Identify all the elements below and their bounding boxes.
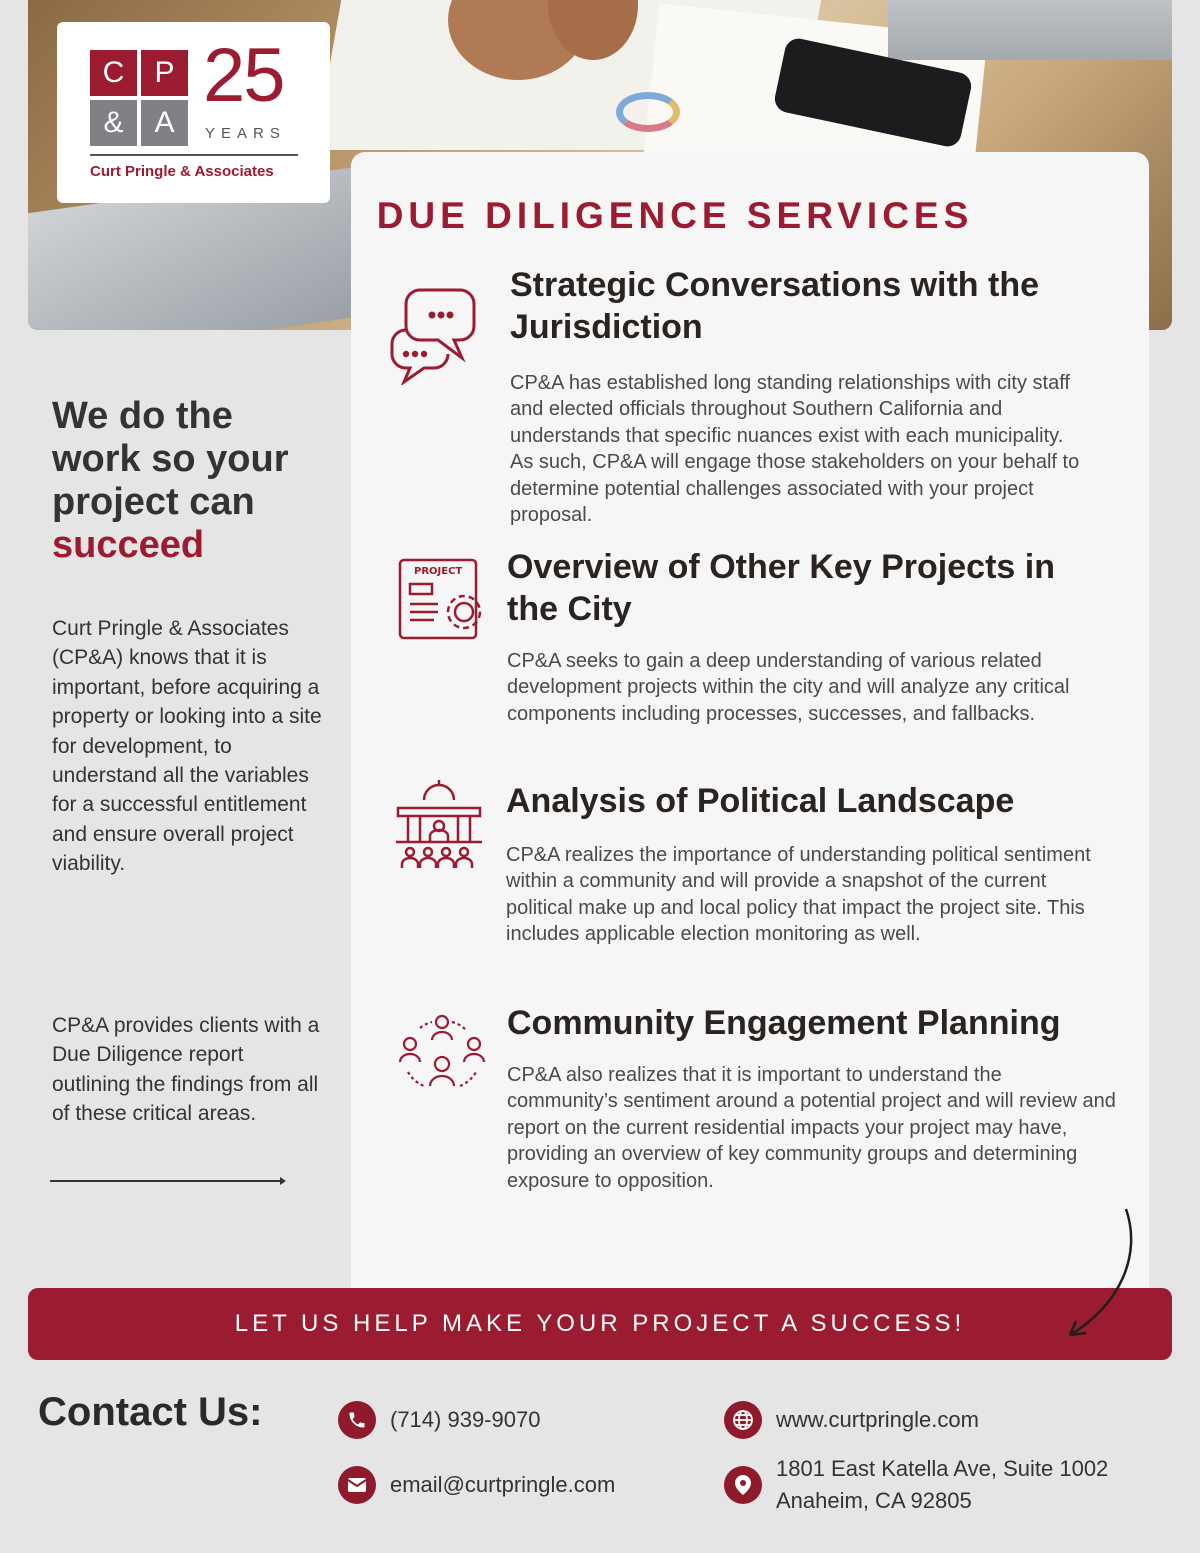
service-community-engagement: [507, 1002, 1117, 1194]
service-title: Community Engagement Planning: [507, 1004, 1061, 1042]
phone-icon: [338, 1401, 376, 1439]
report-paragraph: CP&A provides clients with a Due Diligence report outlining the findings from all of these critical areas.: [52, 1014, 320, 1126]
logo-letter: C: [90, 50, 137, 96]
intro-paragraph: Curt Pringle & Associates (CP&A) knows that it is important, before acquiring a property or looking into a site for development, to understand all the variables for a successful entitlement and ensure overall project viability.: [52, 617, 322, 876]
project-document-icon: [398, 558, 488, 643]
logo-letter: A: [141, 100, 188, 146]
envelope-icon: [338, 1466, 376, 1504]
website-text: www.curtpringle.com: [776, 1407, 979, 1432]
logo-letter: &: [90, 100, 137, 146]
logo-anniversary-number: 25: [203, 33, 284, 118]
address-line1: 1801 East Katella Ave, Suite 1002: [776, 1456, 1109, 1481]
contact-website[interactable]: [724, 1401, 979, 1439]
headline-line: We do the: [52, 395, 233, 437]
donut-chart-graphic: [616, 92, 680, 132]
headline: [52, 395, 332, 567]
curved-arrow-decoration: [1050, 1205, 1140, 1355]
service-title: Overview of Other Key Projects in the City: [507, 548, 1055, 628]
community-network-icon: [396, 1014, 488, 1092]
chat-bubbles-icon: [388, 280, 478, 385]
logo-letter: P: [141, 50, 188, 96]
service-key-projects: [507, 546, 1107, 727]
arrow-right-decoration: [50, 1180, 282, 1182]
logo-divider: [90, 154, 298, 156]
contact-phone[interactable]: [338, 1401, 540, 1439]
address-text: [776, 1453, 1108, 1517]
headline-line: project can: [52, 481, 255, 523]
headline-accent: succeed: [52, 524, 205, 566]
left-column-headline: [52, 395, 332, 567]
service-body: CP&A also realizes that it is important to understand the community’s sentiment around a potential project and will review and report on the current residential impacts your project may have, providing an overview of key community groups and determining exposure to opposition.: [507, 1064, 1116, 1192]
logo: [57, 22, 330, 203]
service-body: CP&A seeks to gain a deep understanding of various related development projects within the city and will analyze any critical components including processes, successes, and fallbacks.: [507, 650, 1070, 725]
project-icon-label: PROJECT: [414, 566, 463, 577]
service-title: Analysis of Political Landscape: [506, 782, 1015, 820]
service-body: CP&A has established long standing relationships with city staff and elected officials throughout Southern California and understands that specific nuances exist with each municipality. As such, CP&A will engage those stakeholders on your behalf to determine potential challenges associated with your project proposal.: [510, 372, 1080, 527]
laptop-right: [888, 0, 1172, 60]
service-political-landscape: [506, 780, 1116, 948]
cta-banner: LET US HELP MAKE YOUR PROJECT A SUCCESS!: [28, 1288, 1172, 1360]
email-text: email@curtpringle.com: [390, 1472, 616, 1497]
service-body: CP&A realizes the importance of understanding political sentiment within a community and will provide a snapshot of the current political make up and local policy that impact the project site. This includes applicable election monitoring as well.: [506, 844, 1091, 946]
service-title: Strategic Conversations with the Jurisdiction: [510, 266, 1039, 346]
logo-company-name: Curt Pringle & Associates: [90, 163, 274, 180]
globe-icon: [724, 1401, 762, 1439]
contact-email[interactable]: [338, 1466, 615, 1504]
service-jurisdiction: [510, 264, 1090, 528]
contact-address: [724, 1453, 1108, 1517]
headline-line: work so your: [52, 438, 289, 480]
contact-heading: Contact Us:: [38, 1390, 263, 1434]
government-building-icon: [394, 778, 484, 870]
logo-anniversary-word: YEARS: [205, 125, 286, 142]
address-line2: Anaheim, CA 92805: [776, 1488, 972, 1513]
phone-text: (714) 939-9070: [390, 1407, 541, 1432]
logo-mark: [90, 50, 188, 146]
map-pin-icon: [724, 1466, 762, 1504]
services-title: DUE DILIGENCE SERVICES: [376, 195, 974, 236]
